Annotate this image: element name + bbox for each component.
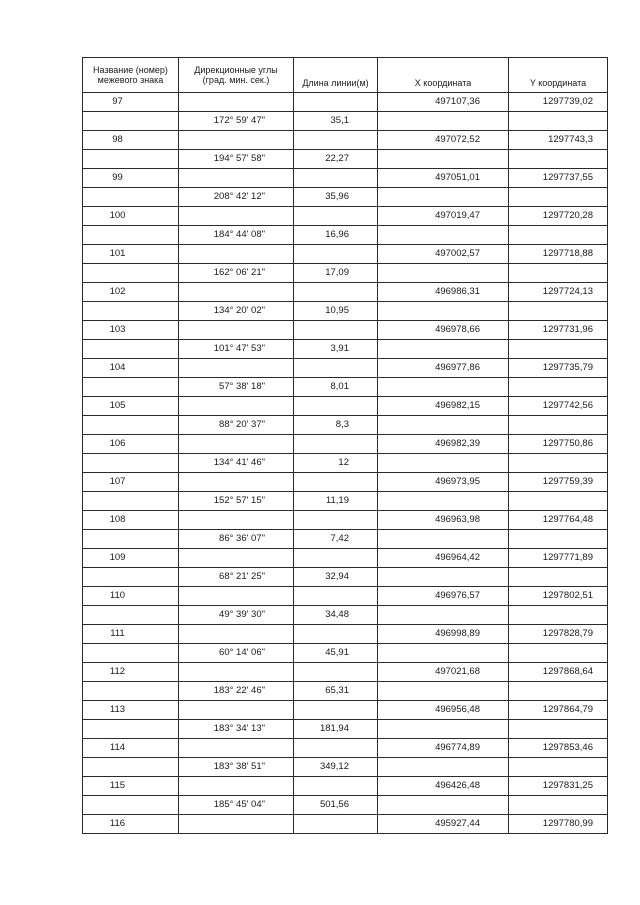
cell-direction-angle [179,397,294,416]
table-row-point [83,473,608,492]
cell-direction-angle [179,321,294,340]
cell-x-coordinate [378,530,509,549]
table-row-segment [83,150,608,169]
cell-direction-angle: 183° 22' 46" [179,682,294,701]
cell-direction-angle: 134° 20' 02" [179,302,294,321]
cell-direction-angle [179,473,294,492]
header-y-coordinate: Y координата [509,58,608,93]
cell-marker-name: 97 [83,93,179,112]
cell-line-length: 35,1 [294,112,378,131]
cell-y-coordinate: 1297739,02 [509,93,608,112]
cell-x-coordinate: 496982,15 [378,397,509,416]
cell-marker-name: 105 [83,397,179,416]
cell-marker-name: 110 [83,587,179,606]
cell-line-length: 22,27 [294,150,378,169]
cell-direction-angle [179,93,294,112]
cell-x-coordinate [378,340,509,359]
cell-direction-angle [179,283,294,302]
cell-marker-name [83,568,179,587]
table-row-point [83,131,608,150]
cell-line-length: 17,09 [294,264,378,283]
header-marker-name: Название (номер) межевого знака [83,58,179,93]
cell-line-length: 7,42 [294,530,378,549]
cell-x-coordinate: 496986,31 [378,283,509,302]
cell-marker-name [83,226,179,245]
header-direction-angle: Дирекционные углы (град. мин. сек.) [179,58,294,93]
cell-y-coordinate [509,302,608,321]
cell-marker-name: 104 [83,359,179,378]
cell-direction-angle [179,663,294,682]
table-row-segment [83,758,608,777]
cell-line-length [294,625,378,644]
cell-marker-name [83,644,179,663]
cell-line-length [294,473,378,492]
cell-x-coordinate: 496976,57 [378,587,509,606]
table-row-segment [83,226,608,245]
cell-x-coordinate: 496982,39 [378,435,509,454]
cell-y-coordinate: 1297764,48 [509,511,608,530]
table-row-segment [83,492,608,511]
cell-y-coordinate [509,492,608,511]
cell-x-coordinate: 496973,95 [378,473,509,492]
cell-y-coordinate [509,264,608,283]
cell-line-length [294,321,378,340]
cell-x-coordinate [378,796,509,815]
cell-line-length [294,435,378,454]
cell-direction-angle [179,739,294,758]
cell-y-coordinate: 1297759,39 [509,473,608,492]
table-row-point [83,169,608,188]
cell-marker-name: 106 [83,435,179,454]
header-line-length: Длина линии(м) [294,58,378,93]
cell-y-coordinate [509,644,608,663]
cell-direction-angle: 183° 38' 51" [179,758,294,777]
cell-direction-angle: 184° 44' 08" [179,226,294,245]
cell-y-coordinate [509,796,608,815]
cell-marker-name [83,340,179,359]
cell-marker-name [83,492,179,511]
table-row-segment [83,606,608,625]
table-row-point [83,359,608,378]
cell-y-coordinate: 1297828,79 [509,625,608,644]
cell-marker-name [83,530,179,549]
cell-marker-name: 108 [83,511,179,530]
cell-marker-name [83,720,179,739]
table-row-point [83,321,608,340]
table-row-point [83,435,608,454]
cell-marker-name [83,682,179,701]
cell-marker-name: 112 [83,663,179,682]
cell-direction-angle [179,359,294,378]
cell-direction-angle [179,435,294,454]
cell-y-coordinate: 1297742,56 [509,397,608,416]
cell-x-coordinate [378,112,509,131]
cell-line-length [294,359,378,378]
cell-marker-name [83,758,179,777]
cell-direction-angle [179,701,294,720]
cell-x-coordinate [378,302,509,321]
cell-direction-angle: 57° 38' 18" [179,378,294,397]
cell-x-coordinate: 496977,86 [378,359,509,378]
cell-x-coordinate: 497002,57 [378,245,509,264]
table-row-point [83,93,608,112]
cell-y-coordinate: 1297868,64 [509,663,608,682]
cell-y-coordinate [509,530,608,549]
cell-line-length: 12 [294,454,378,473]
cell-y-coordinate [509,720,608,739]
cell-direction-angle: 185° 45' 04" [179,796,294,815]
cell-marker-name: 100 [83,207,179,226]
cell-y-coordinate [509,340,608,359]
cell-y-coordinate: 1297731,96 [509,321,608,340]
cell-marker-name: 102 [83,283,179,302]
cell-x-coordinate: 496774,89 [378,739,509,758]
cell-marker-name: 116 [83,815,179,834]
cell-x-coordinate [378,378,509,397]
cell-direction-angle: 60° 14' 06" [179,644,294,663]
table-row-point [83,283,608,302]
cell-direction-angle [179,131,294,150]
cell-direction-angle: 208° 42' 12" [179,188,294,207]
cell-line-length [294,815,378,834]
cell-line-length [294,701,378,720]
cell-x-coordinate: 496956,48 [378,701,509,720]
cell-y-coordinate [509,150,608,169]
cell-y-coordinate [509,226,608,245]
cell-line-length: 11,19 [294,492,378,511]
table-row-segment [83,530,608,549]
cell-line-length: 45,91 [294,644,378,663]
cell-marker-name [83,606,179,625]
cell-x-coordinate: 497051,01 [378,169,509,188]
cell-direction-angle: 162° 06' 21" [179,264,294,283]
cell-marker-name [83,454,179,473]
table-row-segment [83,302,608,321]
table-row-segment [83,416,608,435]
cell-direction-angle [179,511,294,530]
cell-x-coordinate [378,682,509,701]
cell-x-coordinate [378,150,509,169]
cell-line-length: 3,91 [294,340,378,359]
cell-x-coordinate [378,492,509,511]
cell-direction-angle: 134° 41' 46" [179,454,294,473]
cell-y-coordinate [509,416,608,435]
cell-direction-angle: 152° 57' 15" [179,492,294,511]
cell-line-length [294,131,378,150]
cell-line-length [294,245,378,264]
table-row-segment [83,112,608,131]
table-row-point [83,701,608,720]
cell-y-coordinate: 1297718,88 [509,245,608,264]
table-row-point [83,549,608,568]
cell-line-length: 35,96 [294,188,378,207]
cell-line-length [294,93,378,112]
cell-line-length [294,511,378,530]
cell-line-length: 16,96 [294,226,378,245]
cell-direction-angle: 86° 36' 07" [179,530,294,549]
cell-y-coordinate: 1297737,55 [509,169,608,188]
cell-line-length [294,549,378,568]
cell-direction-angle [179,625,294,644]
cell-x-coordinate [378,720,509,739]
table-row-point [83,815,608,834]
cell-marker-name: 109 [83,549,179,568]
table-row-segment [83,188,608,207]
cell-marker-name: 99 [83,169,179,188]
cell-y-coordinate [509,758,608,777]
cell-line-length [294,587,378,606]
cell-direction-angle [179,245,294,264]
table-row-segment [83,378,608,397]
cell-marker-name [83,302,179,321]
cell-line-length [294,397,378,416]
table-row-segment [83,454,608,473]
cell-x-coordinate: 495927,44 [378,815,509,834]
cell-x-coordinate: 497107,36 [378,93,509,112]
cell-line-length [294,169,378,188]
cell-y-coordinate: 1297720,28 [509,207,608,226]
table-row-point [83,245,608,264]
cell-line-length [294,663,378,682]
table-row-point [83,587,608,606]
cell-direction-angle: 183° 34' 13" [179,720,294,739]
cell-x-coordinate [378,226,509,245]
cell-marker-name: 114 [83,739,179,758]
cell-x-coordinate: 496998,89 [378,625,509,644]
cell-marker-name [83,188,179,207]
cell-direction-angle [179,549,294,568]
cell-line-length: 8,01 [294,378,378,397]
cell-x-coordinate: 496964,42 [378,549,509,568]
cell-x-coordinate [378,758,509,777]
cell-x-coordinate: 496978,66 [378,321,509,340]
cell-x-coordinate [378,454,509,473]
cell-line-length [294,777,378,796]
cell-marker-name: 111 [83,625,179,644]
cell-y-coordinate [509,454,608,473]
cell-line-length: 8,3 [294,416,378,435]
table-row-point [83,663,608,682]
cell-direction-angle [179,207,294,226]
cell-y-coordinate [509,682,608,701]
cell-y-coordinate: 1297743,3 [509,131,608,150]
table-row-segment [83,644,608,663]
cell-y-coordinate: 1297780,99 [509,815,608,834]
cell-marker-name [83,112,179,131]
cell-line-length: 34,48 [294,606,378,625]
cell-x-coordinate [378,568,509,587]
header-row [83,58,608,93]
cell-marker-name [83,796,179,815]
cell-marker-name: 113 [83,701,179,720]
cell-y-coordinate [509,112,608,131]
cell-x-coordinate [378,264,509,283]
table-row-point [83,777,608,796]
cell-marker-name: 101 [83,245,179,264]
cell-line-length: 65,31 [294,682,378,701]
cell-y-coordinate: 1297750,86 [509,435,608,454]
cell-x-coordinate: 496963,98 [378,511,509,530]
cell-line-length: 10,95 [294,302,378,321]
cell-line-length [294,207,378,226]
cell-direction-angle: 49° 39' 30" [179,606,294,625]
table-header [83,58,608,93]
cell-x-coordinate [378,606,509,625]
cell-x-coordinate: 497019,47 [378,207,509,226]
cell-line-length [294,739,378,758]
cell-marker-name [83,378,179,397]
cell-x-coordinate [378,188,509,207]
table-row-point [83,207,608,226]
cell-marker-name: 103 [83,321,179,340]
cell-y-coordinate: 1297735,79 [509,359,608,378]
table-row-segment [83,796,608,815]
header-x-coordinate: X координата [378,58,509,93]
cell-y-coordinate [509,568,608,587]
table-row-segment [83,264,608,283]
cell-y-coordinate: 1297864,79 [509,701,608,720]
cell-direction-angle: 172° 59' 47" [179,112,294,131]
cell-direction-angle: 194° 57' 58" [179,150,294,169]
cell-y-coordinate: 1297853,46 [509,739,608,758]
cell-y-coordinate [509,606,608,625]
cell-direction-angle [179,169,294,188]
cell-marker-name [83,416,179,435]
cell-line-length: 349,12 [294,758,378,777]
cell-y-coordinate: 1297831,25 [509,777,608,796]
cell-y-coordinate: 1297724,13 [509,283,608,302]
cell-marker-name: 107 [83,473,179,492]
boundary-coordinates-table [82,57,608,834]
cell-x-coordinate [378,416,509,435]
table-row-point [83,739,608,758]
cell-marker-name [83,150,179,169]
cell-line-length [294,283,378,302]
cell-direction-angle [179,777,294,796]
cell-direction-angle [179,815,294,834]
cell-y-coordinate [509,378,608,397]
cell-x-coordinate: 496426,48 [378,777,509,796]
table-row-segment [83,720,608,739]
cell-line-length: 181,94 [294,720,378,739]
table-body [83,93,608,834]
cell-direction-angle: 88° 20' 37" [179,416,294,435]
cell-x-coordinate: 497072,52 [378,131,509,150]
cell-y-coordinate [509,188,608,207]
table-row-segment [83,340,608,359]
cell-marker-name: 115 [83,777,179,796]
table-row-segment [83,682,608,701]
cell-direction-angle: 68° 21' 25" [179,568,294,587]
table-row-point [83,625,608,644]
cell-direction-angle [179,587,294,606]
cell-line-length: 32,94 [294,568,378,587]
cell-marker-name: 98 [83,131,179,150]
table-row-point [83,397,608,416]
table-row-point [83,511,608,530]
cell-y-coordinate: 1297771,89 [509,549,608,568]
cell-line-length: 501,56 [294,796,378,815]
table-row-segment [83,568,608,587]
cell-direction-angle: 101° 47' 53" [179,340,294,359]
cell-marker-name [83,264,179,283]
cell-y-coordinate: 1297802,51 [509,587,608,606]
cell-x-coordinate: 497021,68 [378,663,509,682]
cell-x-coordinate [378,644,509,663]
